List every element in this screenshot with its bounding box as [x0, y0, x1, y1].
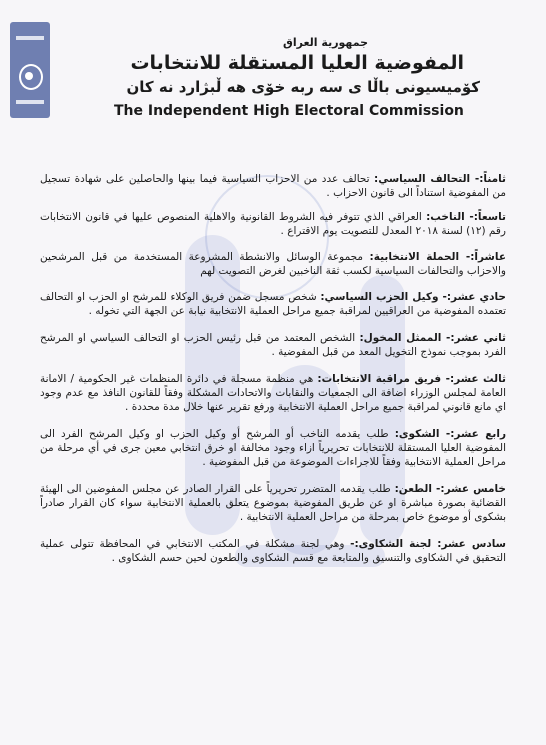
definition-text: طلب يقدمه المتضرر تحريرياً على القرار الصادر عن مجلس المفوضين الى الهيئة القضائية بصورة مباشرة او عن طريق المفوضية بموضوع يتعلق بالعملية الانتخابية سواء كان القرار صادراً بشكوى أو موضوع خاص بمرحلة من مراحل العملية الانتخابية . [40, 483, 506, 523]
commission-title-kurdish: كۆميسيونی باڵا ی سه ربه خۆی هه ڵبژارد نه كان [126, 78, 480, 96]
definition-text: مجموعة الوسائل والانشطة المشروعة المستخدمة من قبل المرشحين والاحزاب والتحالفات السياسية لكسب ثقة الناخبين لغرض التصويت لهم [40, 251, 506, 277]
definition-text: العراقي الذي تتوفر فيه الشروط القانونية والاهلية المنصوص عليها في قانون الانتخابات رقم (١٢) لسنة ٢٠١٨ المعدل للتصويت يوم الاقتراع . [40, 211, 506, 237]
definition-heading: خامس عشر:- الطعن: [394, 483, 506, 495]
logo-bar-bottom [16, 100, 44, 104]
definition-heading: ثاني عشر:- الممثل المخول: [359, 332, 506, 344]
definition-heading: ثامناً:- التحالف السياسي: [374, 173, 507, 185]
definition-item [40, 250, 506, 278]
definition-item [40, 427, 506, 469]
definition-heading: سادس عشر: لجنة الشكاوى:- [350, 538, 506, 550]
definition-item [40, 372, 506, 414]
commission-title-arabic: المفوضية العليا المستقلة للانتخابات [130, 52, 464, 74]
definition-item [40, 482, 506, 524]
logo-bar-top [16, 36, 44, 40]
definition-item [40, 331, 506, 359]
definition-text: شخص مسجل ضمن فريق الوكلاء للمرشح او الحزب او التحالف تعتمده المفوضية من العراقيين لمراقبة جميع مراحل العملية الانتخابية نيابة عن الجهة التي تخوله . [40, 291, 506, 317]
definition-heading: رابع عشر:- الشكوى: [394, 428, 506, 440]
definition-heading: ثالث عشر:- فريق مراقبة الانتخابات: [317, 373, 506, 385]
definition-item [40, 172, 506, 200]
definition-item [40, 537, 506, 565]
definition-text: طلب يقدمه الناخب أو المرشح أو وكيل الحزب او وكيل المرشح الفرد الى المفوضية العليا المستقلة للانتخابات تحريرياً ازاء وجود مخالفة او خرق انتخابي معين جرى في أي مرحلة من مراحل العملية الانتخابية وفقاً للاجراءات الموضوعة من قبل المفوضية . [40, 428, 506, 468]
commission-title-english: The Independent High Electoral Commission [114, 103, 464, 119]
definition-heading: عاشراً:- الحملة الانتخابية: [369, 251, 506, 263]
definition-text: تحالف عدد من الاحزاب السياسية فيما بينها والحاصلين على شهادة تسجيل من المفوضية استناداً الى قانون الاحزاب . [40, 173, 506, 199]
definition-item [40, 210, 506, 238]
logo-dot [25, 72, 33, 80]
definition-item [40, 290, 506, 318]
commission-logo [10, 22, 50, 118]
definition-heading: حادي عشر:- وكيل الحزب السياسي: [320, 291, 506, 303]
country-name: جمهورية العراق [283, 36, 368, 49]
definition-heading: تاسعاً:- الناخب: [426, 211, 506, 223]
document-body [40, 172, 506, 565]
definition-text: الشخص المعتمد من قبل رئيس الحزب او التحالف السياسي او المرشح الفرد بموجب نموذج التخويل المعد من قبل المفوضية . [40, 332, 506, 358]
definition-text: وهي لجنة مشكلة في المكتب الانتخابي في المحافظة تتولى عملية التحقيق في الشكاوى والتنسيق والمتابعة مع قسم الشكاوى والطعون لحين حسم الشكاوى . [40, 538, 506, 564]
letterhead [0, 0, 546, 130]
definition-text: هي منظمة مسجلة في دائرة المنظمات غير الحكومية / الامانة العامة لمجلس الوزراء اضافة الى الجمعيات والنقابات والاتحادات المشكلة وفقاً للقانون النافذ مع عدم وجود اي مانع قانوني لمراقبة جميع مراحل العملية الانتخابية ورفع تقرير عنها خلال مدة محددة . [40, 373, 506, 413]
